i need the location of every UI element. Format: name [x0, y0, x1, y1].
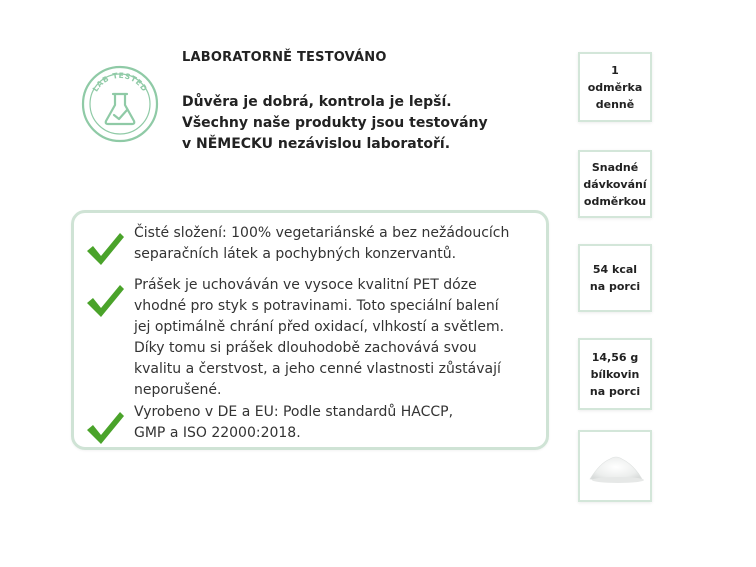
benefit-line: separačních látek a pochybných konzervantů.	[134, 246, 457, 262]
lab-line: Všechny naše produkty jsou testovány	[182, 115, 488, 131]
side-card-kcal	[578, 244, 652, 312]
lab-tested-badge	[80, 64, 160, 144]
side-card-line: 1	[611, 63, 619, 77]
lab-description	[182, 92, 522, 155]
lab-title: LABORATORNĚ TESTOVÁNO	[182, 50, 387, 65]
checkmark-icon	[84, 281, 126, 321]
powder-pile-image	[582, 441, 648, 491]
benefit-line: kvalitu a čerstvost, a jeho cenné vlastnosti zůstávají	[134, 361, 501, 377]
benefit-line: Čisté složení: 100% vegetariánské a bez nežádoucích	[134, 225, 510, 241]
side-card-line: 54 kcal	[592, 263, 638, 276]
flask-icon	[106, 94, 135, 124]
benefit-line: jej optimálně chrání před oxidací, vlhkostí a světlem.	[134, 319, 505, 335]
benefit-line: Díky tomu si prášek dlouhodobě zachovává svou	[134, 340, 477, 356]
side-card-line: odměrka	[587, 80, 643, 94]
lab-line: Důvěra je dobrá, kontrola je lepší.	[182, 94, 452, 110]
benefit-line: Vyrobeno v DE a EU: Podle standardů HACCP,	[134, 404, 454, 420]
benefits-box	[71, 210, 549, 450]
side-card-dose	[578, 52, 652, 122]
checkmark-icon	[84, 229, 126, 269]
side-card-line: dávkování	[583, 177, 647, 191]
side-card-line: 14,56 g	[591, 350, 639, 364]
side-card-line: na porci	[589, 280, 641, 293]
side-card-dosing	[578, 150, 652, 218]
lab-line: v NĚMECKU nezávislou laboratoří.	[182, 136, 451, 152]
side-card-protein	[578, 338, 652, 410]
benefit-line: neporušené.	[134, 382, 222, 398]
side-card-line: odměrkou	[583, 194, 647, 208]
checkmark-icon	[84, 408, 126, 448]
benefit-line: Prášek je uchováván ve vysoce kvalitní PET dóze	[134, 277, 477, 293]
side-card-line: bílkovin	[590, 367, 640, 381]
badge-text: LAB TESTED	[90, 70, 150, 94]
side-card-line: na porci	[589, 384, 641, 398]
benefit-line: vhodné pro styk s potravinami. Toto speciální balení	[134, 298, 499, 314]
side-card-powder	[578, 430, 652, 502]
side-card-line: denně	[595, 97, 635, 111]
side-card-line: Snadné	[591, 160, 639, 174]
benefit-line: GMP a ISO 22000:2018.	[134, 425, 301, 441]
